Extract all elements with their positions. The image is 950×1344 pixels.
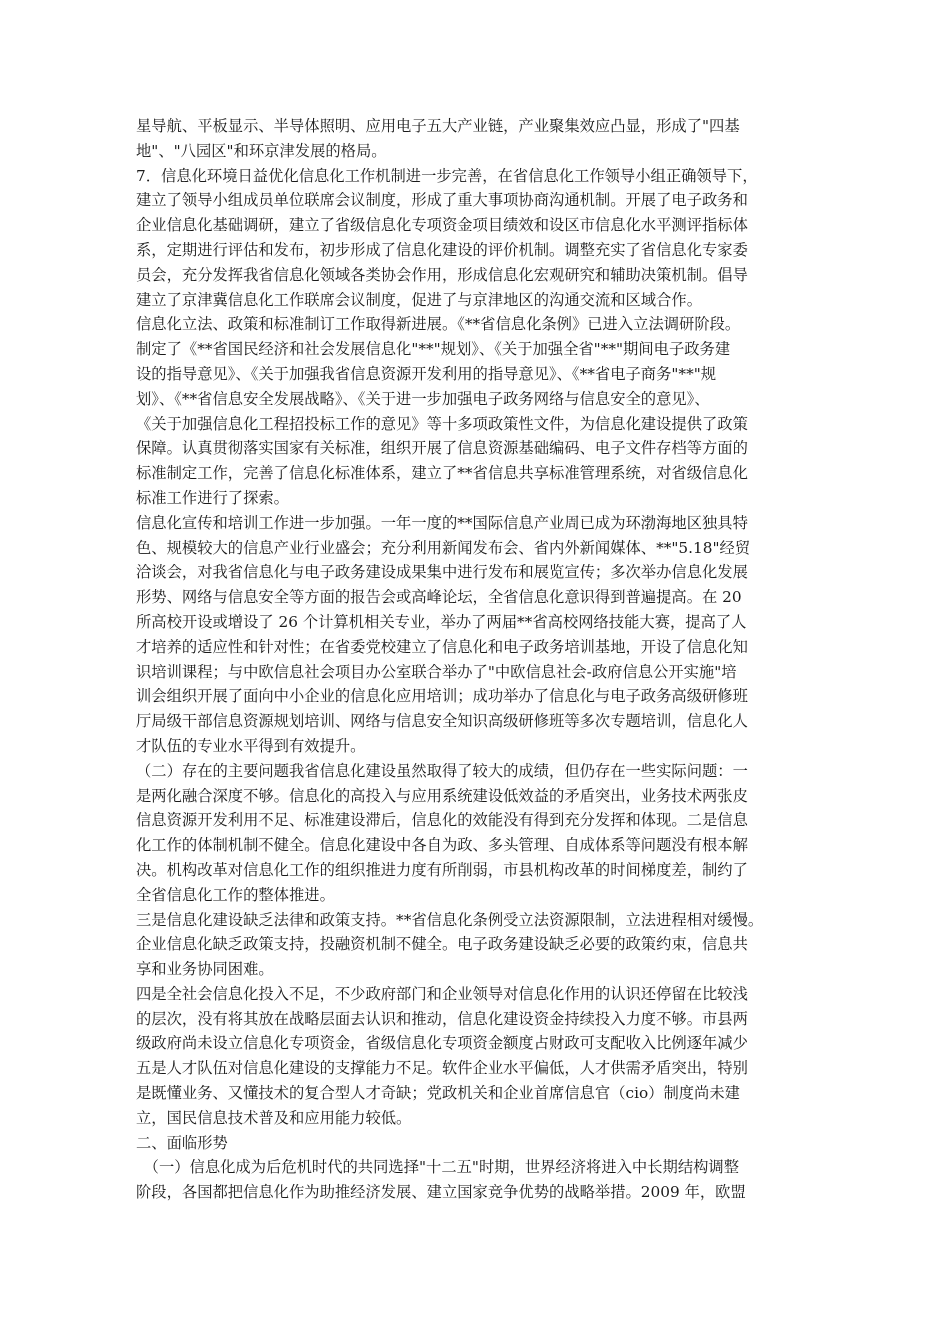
text-line: 所高校开设或增设了 26 个计算机相关专业，举办了两届**省高校网络技能大赛，提高了人 xyxy=(136,612,747,631)
text-line: 设的指导意见》、《关于加强我省信息资源开发利用的指导意见》、《**省电子商务"**"规 xyxy=(136,364,717,383)
text-line: 地"、"八园区"和环京津发展的格局。 xyxy=(136,141,387,160)
text-line: 厅局级干部信息资源规划培训、网络与信息安全知识高级研修班等多次专题培训，信息化人 xyxy=(136,712,748,731)
text-line: （二）存在的主要问题我省信息化建设虽然取得了较大的成绩，但仍存在一些实际问题：一 xyxy=(136,761,748,780)
text-line: 建立了领导小组成员单位联席会议制度，形成了重大事项协商沟通机制。开展了电子政务和 xyxy=(136,191,748,210)
text-line: （一）信息化成为后危机时代的共同选择"十二五"时期，世界经济将进入中长期结构调整 xyxy=(136,1158,740,1177)
text-line: 洽谈会，对我省信息化与电子政务建设成果集中进行发布和展览宣传；多次举办信息化发展 xyxy=(136,563,748,582)
text-line: 是两化融合深度不够。信息化的高投入与应用系统建设低效益的矛盾突出，业务技术两张皮 xyxy=(136,786,748,805)
text-line: 化工作的体制机制不健全。信息化建设中各自为政、多头管理、自成体系等问题没有根本解 xyxy=(136,836,748,855)
text-line: 五是人才队伍对信息化建设的支撑能力不足。软件企业水平偏低，人才供需矛盾突出，特别 xyxy=(136,1059,748,1078)
text-line: 形势、网络与信息安全等方面的报告会或高峰论坛，全省信息化意识得到普遍提高。在 20 xyxy=(136,588,742,607)
text-line: 全省信息化工作的整体推进。 xyxy=(136,885,335,904)
text-line: 是既懂业务、又懂技术的复合型人才奇缺；党政机关和企业首席信息官（cio）制度尚未建 xyxy=(136,1084,740,1103)
text-line: 的层次，没有将其放在战略层面去认识和推动，信息化建设资金持续投入力度不够。市县两 xyxy=(136,1009,748,1028)
text-line: 星导航、平板显示、半导体照明、应用电子五大产业链，产业聚集效应凸显，形成了"四基 xyxy=(136,117,740,135)
text-line: 保障。认真贯彻落实国家有关标准，组织开展了信息资源基础编码、电子文件存档等方面的 xyxy=(136,439,748,458)
text-line: 企业信息化基础调研，建立了省级信息化专项资金项目绩效和设区市信息化水平测评指标体 xyxy=(136,216,748,235)
text-line: 色、规模较大的信息产业行业盛会；充分利用新闻发布会、省内外新闻媒体、**"5.18"经贸 xyxy=(136,538,751,557)
text-line: 阶段，各国都把信息化作为助推经济发展、建立国家竞争优势的战略举措。2009 年，欧盟 xyxy=(136,1183,746,1202)
text-line: 四是全社会信息化投入不足，不少政府部门和企业领导对信息化作用的认识还停留在比较浅 xyxy=(136,984,748,1003)
text-line: 才队伍的专业水平得到有效提升。 xyxy=(136,736,366,755)
text-line: 企业信息化缺乏政策支持，投融资机制不健全。电子政务建设缺乏必要的政策约束，信息共 xyxy=(136,935,748,954)
text-line: 级政府尚未设立信息化专项资金，省级信息化专项资金额度占财政可支配收入比例逐年减少 xyxy=(136,1034,748,1053)
text-line: 标准制定工作，完善了信息化标准体系，建立了**省信息共享标准管理系统，对省级信息化 xyxy=(136,464,748,483)
text-line: 三是信息化建设缺乏法律和政策支持。**省信息化条例受立法资源限制，立法进程相对缓慢。 xyxy=(136,910,764,929)
text-line: 信息化立法、政策和标准制订工作取得新进展。《**省信息化条例》已进入立法调研阶段。 xyxy=(136,315,741,334)
text-line: 《关于加强信息化工程招投标工作的意见》等十多项政策性文件，为信息化建设提供了政策 xyxy=(136,414,748,433)
text-line: 系，定期进行评估和发布，初步形成了信息化建设的评价机制。调整充实了省信息化专家委 xyxy=(136,240,748,259)
text-line: 划》、《**省信息安全发展战略》、《关于进一步加强电子政务网络与信息安全的意见》、 xyxy=(136,389,710,408)
text-line: 享和业务协同困难。 xyxy=(136,960,274,979)
text-line: 识培训课程；与中欧信息社会项目办公室联合举办了"中欧信息社会-政府信息公开实施"培 xyxy=(136,662,737,681)
text-line: 员会，充分发挥我省信息化领域各类协会作用，形成信息化宏观研究和辅助决策机制。倡导 xyxy=(136,265,748,284)
text-line: 信息化宣传和培训工作进一步加强。一年一度的**国际信息产业周已成为环渤海地区独具特 xyxy=(136,513,748,532)
text-line: 立，国民信息技术普及和应用能力较低。 xyxy=(136,1108,412,1127)
text-line: 标准工作进行了探索。 xyxy=(136,488,289,507)
text-line: 7．信息化环境日益优化信息化工作机制进一步完善，在省信息化工作领导小组正确领导下， xyxy=(136,166,758,185)
document-body xyxy=(136,114,826,1205)
text-line: 才培养的适应性和针对性；在省委党校建立了信息化和电子政务培训基地，开设了信息化知 xyxy=(136,637,748,656)
text-line: 决。机构改革对信息化工作的组织推进力度有所削弱，市县机构改革的时间梯度差，制约了 xyxy=(136,860,748,879)
text-line: 训会组织开展了面向中小企业的信息化应用培训；成功举办了信息化与电子政务高级研修班 xyxy=(136,687,748,706)
text-line: 制定了《**省国民经济和社会发展信息化"**"规划》、《关于加强全省"**"期间电子政务建 xyxy=(136,340,731,359)
text-line: 二、面临形势 xyxy=(136,1133,228,1152)
text-line: 信息资源开发利用不足、标准建设滞后，信息化的效能没有得到充分发挥和体现。二是信息 xyxy=(136,811,748,830)
text-line: 建立了京津冀信息化工作联席会议制度，促进了与京津地区的沟通交流和区域合作。 xyxy=(136,290,702,309)
